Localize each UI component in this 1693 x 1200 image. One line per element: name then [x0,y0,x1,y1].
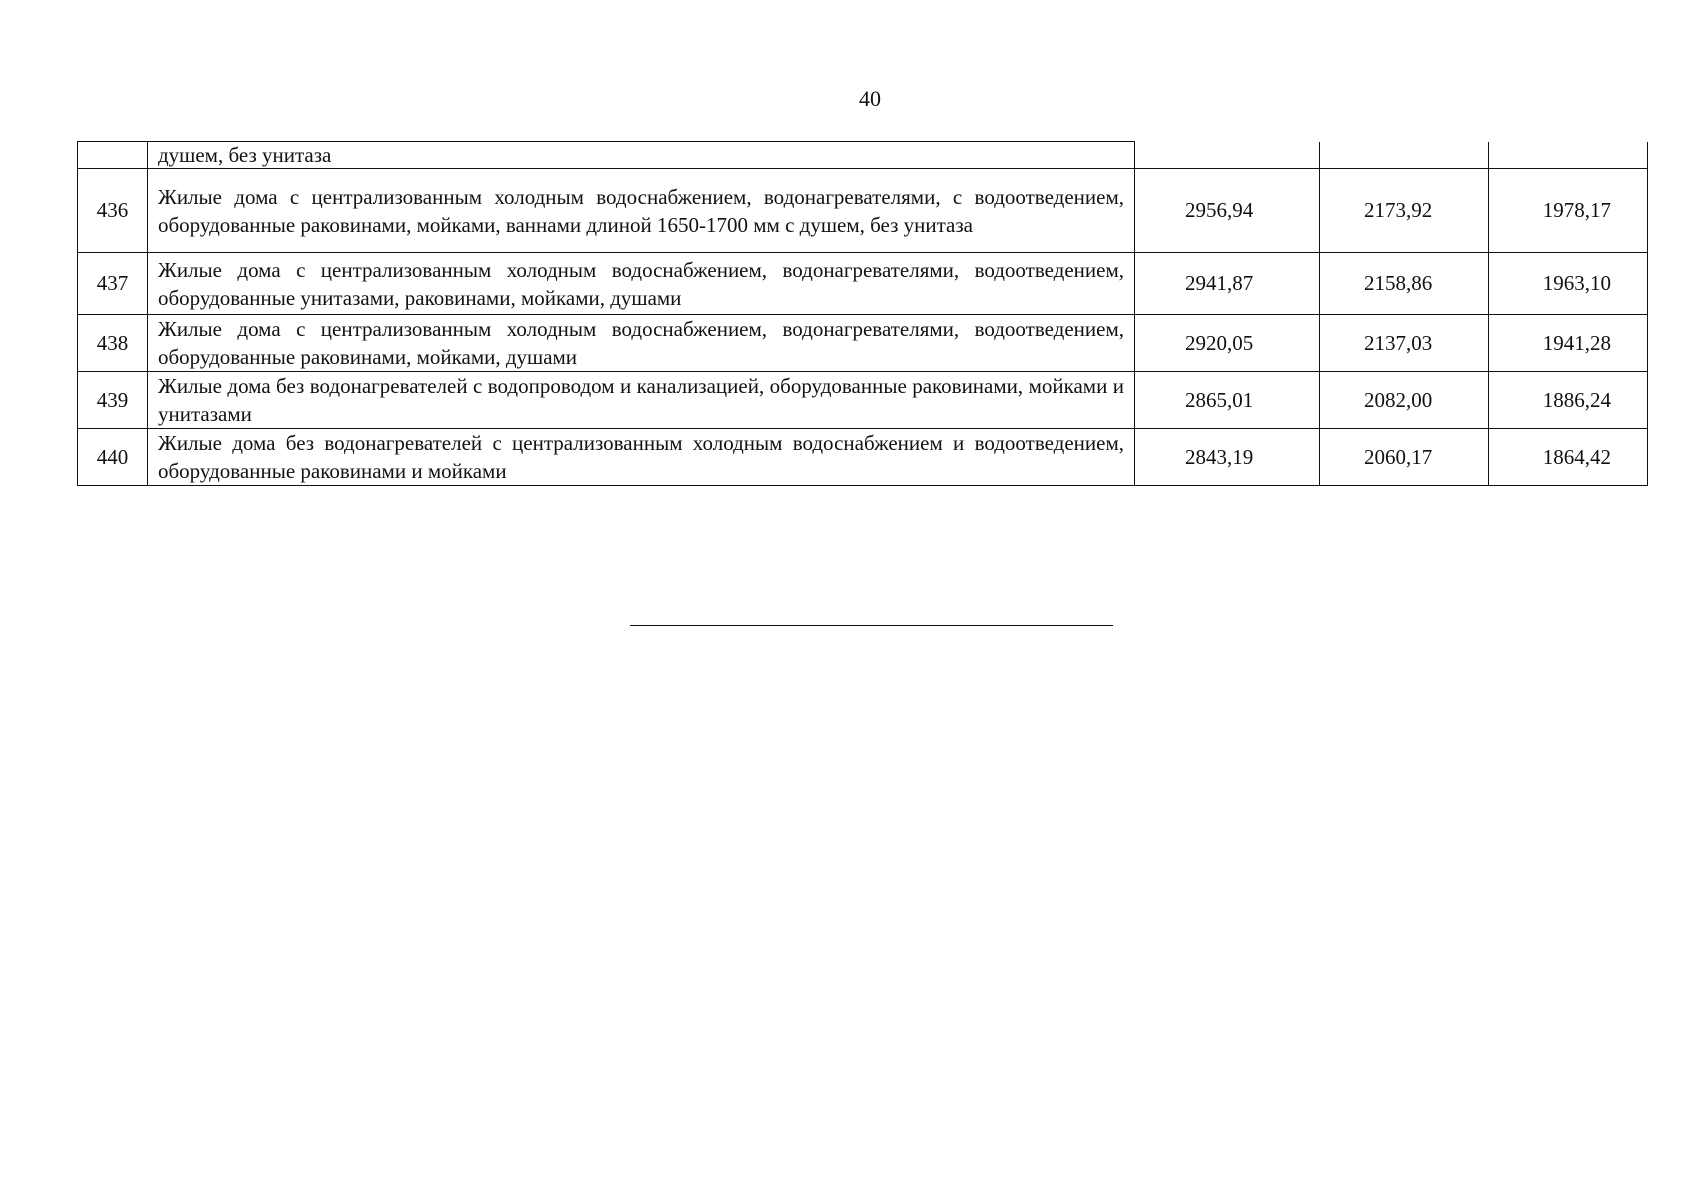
page-number: 40 [859,86,881,111]
row-description: Жилые дома с централизованным холодным водоснабжением, водонагревателями, водоотведением, оборудованные унитазами, раковинами, мойками, душами [148,253,1135,315]
value-3: 1941,28 [1489,315,1648,372]
value-2: 2173,92 [1320,169,1489,253]
value-cell-empty [1489,142,1648,169]
row-number: 437 [78,253,148,315]
table-row [78,429,1648,486]
value-cell-empty [1320,142,1489,169]
value-2: 2158,86 [1320,253,1489,315]
row-description: Жилые дома без водонагревателей с водопроводом и канализацией, оборудованные раковинами, мойками и унитазами [148,372,1135,429]
table-row [78,169,1648,253]
value-2: 2137,03 [1320,315,1489,372]
value-1: 2920,05 [1135,315,1320,372]
value-3: 1864,42 [1489,429,1648,486]
value-3: 1963,10 [1489,253,1648,315]
table-row [78,253,1648,315]
closing-rule-divider [630,625,1113,626]
row-description: душем, без унитаза [148,142,1135,169]
row-number: 440 [78,429,148,486]
value-1: 2956,94 [1135,169,1320,253]
row-description: Жилые дома с централизованным холодным водоснабжением, водонагревателями, с водоотведением, оборудованные раковинами, мойками, ваннами длиной 1650-1700 мм с душем, без унитаза [148,169,1135,253]
row-number: 438 [78,315,148,372]
table-row [78,315,1648,372]
value-cell-empty [1135,142,1320,169]
value-3: 1978,17 [1489,169,1648,253]
value-2: 2082,00 [1320,372,1489,429]
row-description: Жилые дома без водонагревателей с централизованным холодным водоснабжением и водоотведением, оборудованные раковинами и мойками [148,429,1135,486]
table-row-continuation [78,142,1648,169]
row-number: 436 [78,169,148,253]
value-3: 1886,24 [1489,372,1648,429]
value-1: 2865,01 [1135,372,1320,429]
tariff-table [77,141,1648,486]
table-row [78,372,1648,429]
value-1: 2843,19 [1135,429,1320,486]
row-number [78,142,148,169]
row-number: 439 [78,372,148,429]
value-1: 2941,87 [1135,253,1320,315]
row-description: Жилые дома с централизованным холодным водоснабжением, водонагревателями, водоотведением, оборудованные раковинами, мойками, душами [148,315,1135,372]
value-2: 2060,17 [1320,429,1489,486]
